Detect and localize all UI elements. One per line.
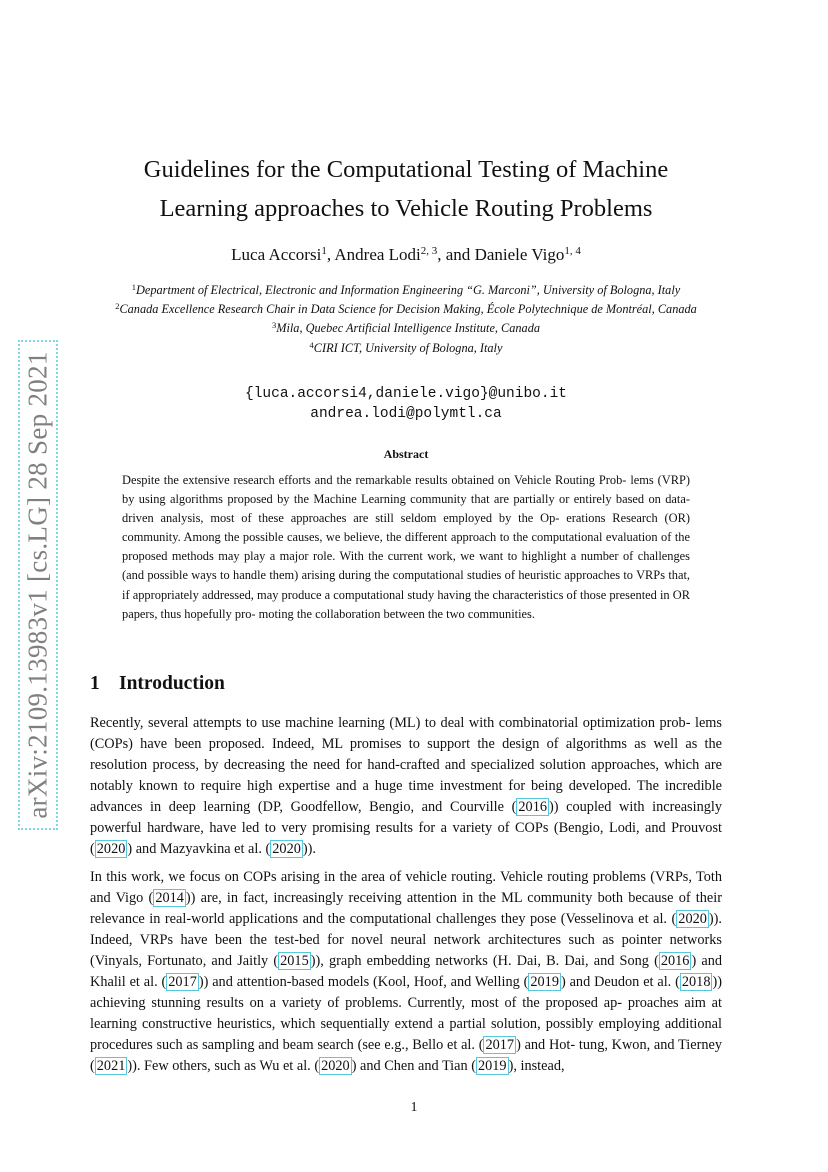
email-line: {luca.accorsi4,daniele.vigo}@unibo.it <box>245 386 567 402</box>
abstract-text-line: computational studies of heuristic approaches to VRPs that, if appropriately addressed, may produce <box>122 568 691 602</box>
body-text: )). Few others, such as Wu et al. ( <box>127 1058 320 1074</box>
citation-link[interactable]: 2020 <box>321 1058 350 1074</box>
body-text: In this work, we focus on COPs arising in the area of vehicle routing. Vehicle routing problems (VRPs, <box>90 869 692 885</box>
section-number: 1 <box>90 673 100 694</box>
citation-link[interactable]: 2016 <box>518 799 547 815</box>
body-text: )) are, in fact, increasingly receiving attention in the ML community both because <box>185 890 674 906</box>
body-text: ) and Khalil et al. ( <box>90 953 723 990</box>
affiliation-marker: 4 <box>309 339 314 350</box>
abstract-text-line: entirely based on data-driven analysis, most of these approaches are still seldom employed by the Op- <box>122 492 690 526</box>
citation-link[interactable]: 2014 <box>155 890 184 906</box>
citation-link[interactable]: 2020 <box>678 911 707 927</box>
abstract-text-line: the computational evaluation of the proposed methods may play a major role. With the current work, <box>122 530 690 564</box>
author-affiliation-marker: 2, 3 <box>420 245 438 257</box>
body-text: )). <box>302 841 316 857</box>
author-affiliation-marker: 1 <box>321 245 327 257</box>
affiliation-text: Department of Electrical, Electronic and Information Engineering “G. Marconi”, University of Bologna, Italy <box>136 283 681 297</box>
author-list <box>90 242 722 268</box>
body-text: ( <box>654 953 659 969</box>
citation-link[interactable]: 2021 <box>96 1058 126 1074</box>
body-text: )), graph embedding networks (H. Dai, B. Dai, and Song <box>310 953 649 969</box>
body-text: of their relevance in real-world applications and the computational challenges they pose (Vesselinova <box>90 890 723 927</box>
body-text: Recently, several attempts to use machine learning (ML) to deal with combinatorial optimization prob- <box>90 715 691 731</box>
body-text: ) and Deudon <box>560 974 640 990</box>
body-text: )) achieving stunning results on a variety of problems. Currently, most of the proposed ap- <box>90 974 722 1011</box>
body-text: ), instead, <box>508 1058 565 1074</box>
affiliation-line <box>90 339 722 358</box>
body-text: et al. ( <box>638 911 677 927</box>
email-line: andrea.lodi@polymtl.ca <box>310 406 502 422</box>
abstract-text-line: a computational study having the characteristics of those presented in OR papers, thus hopefully pro- <box>122 587 690 621</box>
body-text: )) and attention-based models (Kool, Hoof, and Welling ( <box>198 974 529 990</box>
abstract-heading: Abstract <box>383 447 429 461</box>
author-affiliation-marker: 1, 4 <box>564 245 581 257</box>
author-name: Andrea Lodi <box>334 245 421 264</box>
abstract-text-line: lems (VRP) by using algorithms proposed by the Machine Learning community that are partially or <box>122 473 690 507</box>
body-text: tung, Kwon, and Tierney ( <box>90 1037 723 1074</box>
body-text: lems (COPs) have been proposed. Indeed, ML promises to support the design of algorithms as well <box>90 715 722 752</box>
title-line-2: Learning approaches to Vehicle Routing Problems <box>159 195 653 222</box>
section-title: Introduction <box>119 673 225 694</box>
citation-link[interactable]: 2020 <box>272 841 301 857</box>
body-text: networks (Vinyals, Fortunato, and Jaitly ( <box>90 932 722 969</box>
citation-link[interactable]: 2015 <box>280 953 309 969</box>
citation-link[interactable]: 2018 <box>681 974 711 990</box>
section-heading-introduction <box>90 673 225 695</box>
affiliation-marker: 3 <box>271 320 277 331</box>
affiliation-marker: 2 <box>115 301 120 312</box>
abstract-text-line: moting the collaboration between the two communities. <box>258 606 535 621</box>
author-emails <box>90 384 722 424</box>
body-text: employing additional procedures such as sampling and beam search (see e.g., Bello et al. ( <box>90 1016 723 1053</box>
body-text: Toth and Vigo ( <box>90 869 723 906</box>
title-line-1: Guidelines for the Computational Testing of Machine <box>143 156 669 183</box>
body-text: which are notably known to require high expertise and a huge time investment for being developed. <box>90 757 723 794</box>
affiliation-line <box>90 300 722 319</box>
body-text: ) and Mazyavkina et al. ( <box>127 841 271 857</box>
abstract-body <box>122 471 690 624</box>
citation-link[interactable]: 2017 <box>168 974 197 990</box>
body-text: ) and Hot- <box>516 1037 576 1053</box>
page-number: 1 <box>410 1100 418 1115</box>
citation-link[interactable]: 2019 <box>477 1058 507 1074</box>
author-separator: , and <box>437 245 475 264</box>
citation-link[interactable]: 2017 <box>485 1037 515 1053</box>
body-text: increasingly powerful hardware, have led to very promising results for a variety of COPs (Bengio, Lodi, <box>90 799 722 836</box>
affiliation-text: Canada Excellence Research Chair in Data Science for Decision Making, École Polytechnique de Montréal, Canada <box>119 302 697 317</box>
abstract-text-line: Despite the extensive research efforts and the remarkable results obtained on Vehicle Routing Prob- <box>122 473 627 487</box>
intro-paragraph-1 <box>90 713 722 860</box>
body-text: ) and Chen and Tian ( <box>351 1058 476 1074</box>
body-text: et al. ( <box>643 974 680 990</box>
citation-link[interactable]: 2020 <box>96 841 126 857</box>
body-text: )) coupled with <box>548 799 645 815</box>
abstract-text-line: we want to highlight a number of challenges (and possible ways to handle them) arising during the <box>122 549 690 583</box>
intro-paragraph-2 <box>90 867 722 1077</box>
affiliation-list <box>90 281 722 358</box>
abstract-text-line: erations Research (OR) community. Among the possible causes, we believe, the different approach to <box>122 511 691 545</box>
affiliation-text: CIRI ICT, University of Bologna, Italy <box>313 340 503 355</box>
arxiv-identifier-stamp[interactable] <box>18 340 58 830</box>
affiliation-marker: 1 <box>131 282 137 292</box>
affiliation-line <box>90 281 722 300</box>
body-text: proaches aim at learning constructive heuristics, which sequentially extend a partial solution, possibly <box>90 995 722 1032</box>
author-name: Daniele Vigo <box>474 245 565 264</box>
citation-link[interactable]: 2016 <box>660 953 690 969</box>
affiliation-text: Mila, Quebec Artificial Intelligence Institute, Canada <box>276 321 540 336</box>
body-text: and Prouvost ( <box>90 820 722 857</box>
author-separator: , <box>326 245 335 264</box>
body-text: )). Indeed, VRPs have been the test-bed for novel neural network architectures such as pointer <box>90 911 722 948</box>
paper-title <box>90 150 722 228</box>
arxiv-identifier-text: arXiv:2109.13983v1 [cs.LG] 28 Sep 2021 <box>22 351 53 819</box>
citation-link[interactable]: 2019 <box>530 974 559 990</box>
body-text: The incredible advances in deep learning (DP, Goodfellow, Bengio, and Courville ( <box>90 778 723 815</box>
author-name: Luca Accorsi <box>231 245 322 264</box>
body-text: as the resolution process, by decreasing the need for hand-crafted and specialized solution approaches, <box>90 736 722 773</box>
affiliation-line <box>90 319 722 338</box>
